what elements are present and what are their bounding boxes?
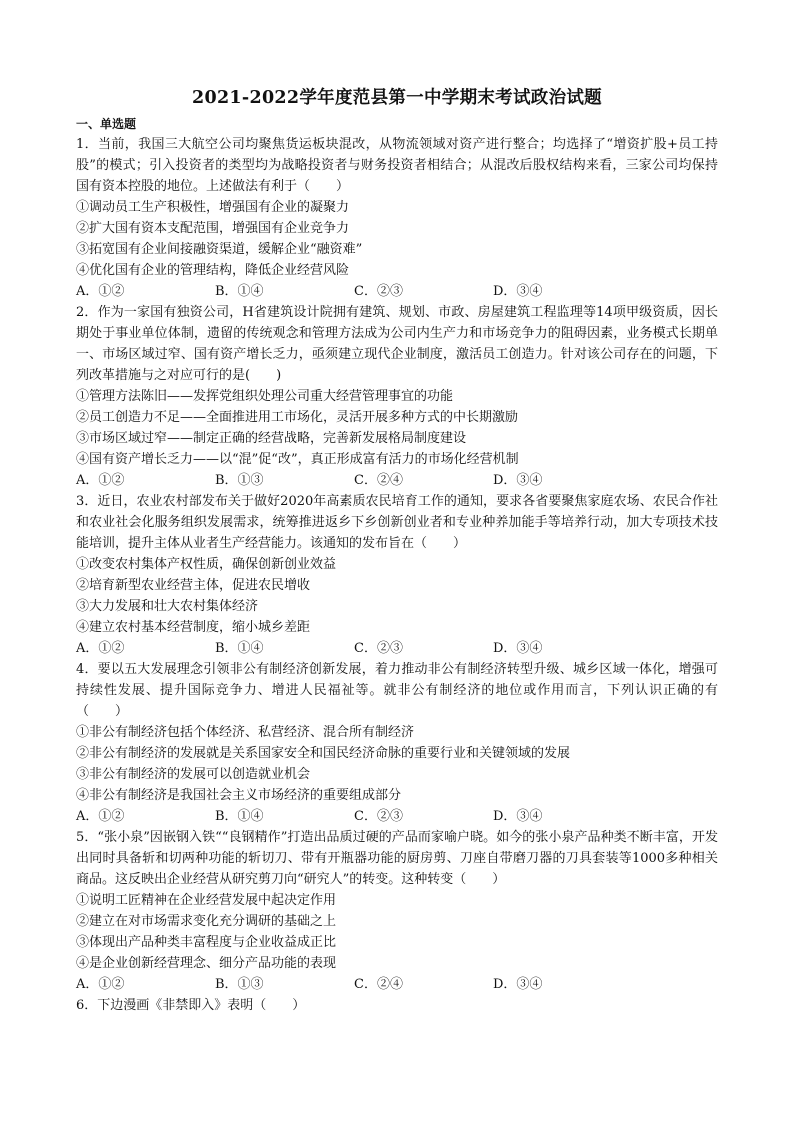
statement-option: ④优化国有企业的管理结构，降低企业经营风险 (76, 263, 350, 278)
question-stem: 2．作为一家国有独资公司，H省建筑设计院拥有建筑、规划、市政、房屋建筑工程监理等14项甲级资质，因长期处于事业单位体制，遗留的传统观念和管理方法成为公司内生产力和市场竞争力的阻碍因素，业务模式长期单一、市场区域过窄、国有资产增长乏力，亟须建立现代企业制度，激活员工创造力。针对该公司存在的问题，下列改革措施与之对应可行的是( ) (76, 305, 718, 383)
statement-option: ①说明工匠精神在企业经营发展中起决定作用 (76, 893, 337, 908)
answer-choice-A[interactable]: A．①② (76, 284, 125, 299)
answer-choice-B[interactable]: B．①③ (215, 473, 264, 488)
answer-choice-B[interactable]: B．①④ (215, 284, 264, 299)
answer-choice-A[interactable]: A．①② (76, 809, 125, 824)
exam-title: 2021-2022学年度范县第一中学期末考试政治试题 (192, 88, 602, 108)
answer-choice-C[interactable]: C．②③ (354, 641, 403, 656)
statement-option: ②员工创造力不足——全面推进用工市场化，灵活开展多种方式的中长期激励 (76, 410, 519, 425)
statement-option: ②建立在对市场需求变化充分调研的基础之上 (76, 914, 337, 929)
question-stem: 6．下边漫画《非禁即入》表明（ ） (76, 998, 306, 1013)
question-1 (76, 134, 718, 302)
question-stem: 4．要以五大发展理念引领非公有制经济创新发展，着力推动非公有制经济转型升级、城乡区域一体化，增强可持续性发展、提升国际竞争力、增进人民福祉等。就非公有制经济的地位或作用而言，下列认识正确的有（ ） (76, 662, 718, 719)
statement-option: ④非公有制经济是我国社会主义市场经济的重要组成部分 (76, 788, 402, 803)
answer-choice-A[interactable]: A．①② (76, 641, 125, 656)
statement-option: ③非公有制经济的发展可以创造就业机会 (76, 767, 311, 782)
answer-choice-C[interactable]: C．②③ (354, 809, 403, 824)
answer-choice-D[interactable]: D．③④ (493, 641, 543, 656)
section-heading: 一、单选题 (76, 117, 137, 131)
answer-choice-D[interactable]: D．③④ (493, 809, 543, 824)
statement-option: ②非公有制经济的发展就是关系国家安全和国民经济命脉的重要行业和关键领域的发展 (76, 746, 571, 761)
answer-choice-C[interactable]: C．②④ (354, 473, 403, 488)
statement-option: ①非公有制经济包括个体经济、私营经济、混合所有制经济 (76, 725, 415, 740)
answer-choice-C[interactable]: C．②④ (354, 977, 403, 992)
statement-option: ④是企业创新经营理念、细分产品功能的表现 (76, 956, 337, 971)
answer-choices (76, 638, 718, 659)
answer-choice-C[interactable]: C．②③ (354, 284, 403, 299)
statement-option: ④建立农村基本经营制度，缩小城乡差距 (76, 620, 311, 635)
question-stem: 1．当前，我国三大航空公司均聚焦货运板块混改，从物流领域对资产进行整合；均选择了“增资扩股+员工持股”的模式；引入投资者的类型均为战略投资者与财务投资者相结合；从混改后股权结构来看，三家公司均保持国有资本控股的地位。上述做法有利于（ ） (76, 137, 718, 194)
answer-choice-D[interactable]: D．③④ (493, 977, 543, 992)
statement-option: ②扩大国有资本支配范围，增强国有企业竞争力 (76, 221, 350, 236)
question-2 (76, 302, 718, 491)
answer-choices (76, 470, 718, 491)
answer-choice-B[interactable]: B．①④ (215, 641, 264, 656)
answer-choice-D[interactable]: D．③④ (493, 473, 543, 488)
answer-choice-A[interactable]: A．①② (76, 473, 125, 488)
question-stem: 5．“张小泉”因嵌钢入铁““良钢精作”打造出品质过硬的产品而家喻户晓。如今的张小泉产品种类不断丰富，开发出同时具备斩和切两种功能的斩切刀、带有开瓶器功能的厨房剪、刀座自带磨刀器的刀具套装等1000多种相关商品。这反映出企业经营从研究剪刀向“研究人”的转变。这种转变（ ） (76, 830, 718, 887)
question-4 (76, 659, 718, 827)
statement-option: ③大力发展和壮大农村集体经济 (76, 599, 259, 614)
statement-option: ③体现出产品种类丰富程度与企业收益成正比 (76, 935, 337, 950)
answer-choice-D[interactable]: D．③④ (493, 284, 543, 299)
statement-option: ①管理方法陈旧——发挥党组织处理公司重大经营管理事宜的功能 (76, 389, 454, 404)
question-6 (76, 995, 718, 1016)
question-5 (76, 827, 718, 995)
statement-option: ④国有资产增长乏力——以“混”促“改”，真正形成富有活力的市场化经营机制 (76, 452, 519, 467)
question-list (76, 134, 718, 1016)
question-stem: 3．近日，农业农村部发布关于做好2020年高素质农民培育工作的通知，要求各省要聚焦家庭农场、农民合作社和农业社会化服务组织发展需求，统筹推进返乡下乡创新创业者和专业种养加能手等培养行动，加大专项技术技能培训，提升主体从业者生产经营能力。该通知的发布旨在（ ） (76, 494, 718, 551)
statement-option: ②培育新型农业经营主体，促进农民增收 (76, 578, 311, 593)
statement-option: ①调动员工生产积极性，增强国有企业的凝聚力 (76, 200, 350, 215)
question-3 (76, 491, 718, 659)
answer-choices (76, 806, 718, 827)
statement-option: ①改变农村集体产权性质，确保创新创业效益 (76, 557, 337, 572)
statement-option: ③拓宽国有企业间接融资渠道，缓解企业“融资难” (76, 242, 363, 257)
answer-choices (76, 974, 718, 995)
answer-choice-A[interactable]: A．①② (76, 977, 125, 992)
answer-choices (76, 281, 718, 302)
answer-choice-B[interactable]: B．①③ (215, 977, 264, 992)
answer-choice-B[interactable]: B．①④ (215, 809, 264, 824)
statement-option: ③市场区域过窄——制定正确的经营战略，完善新发展格局制度建设 (76, 431, 467, 446)
